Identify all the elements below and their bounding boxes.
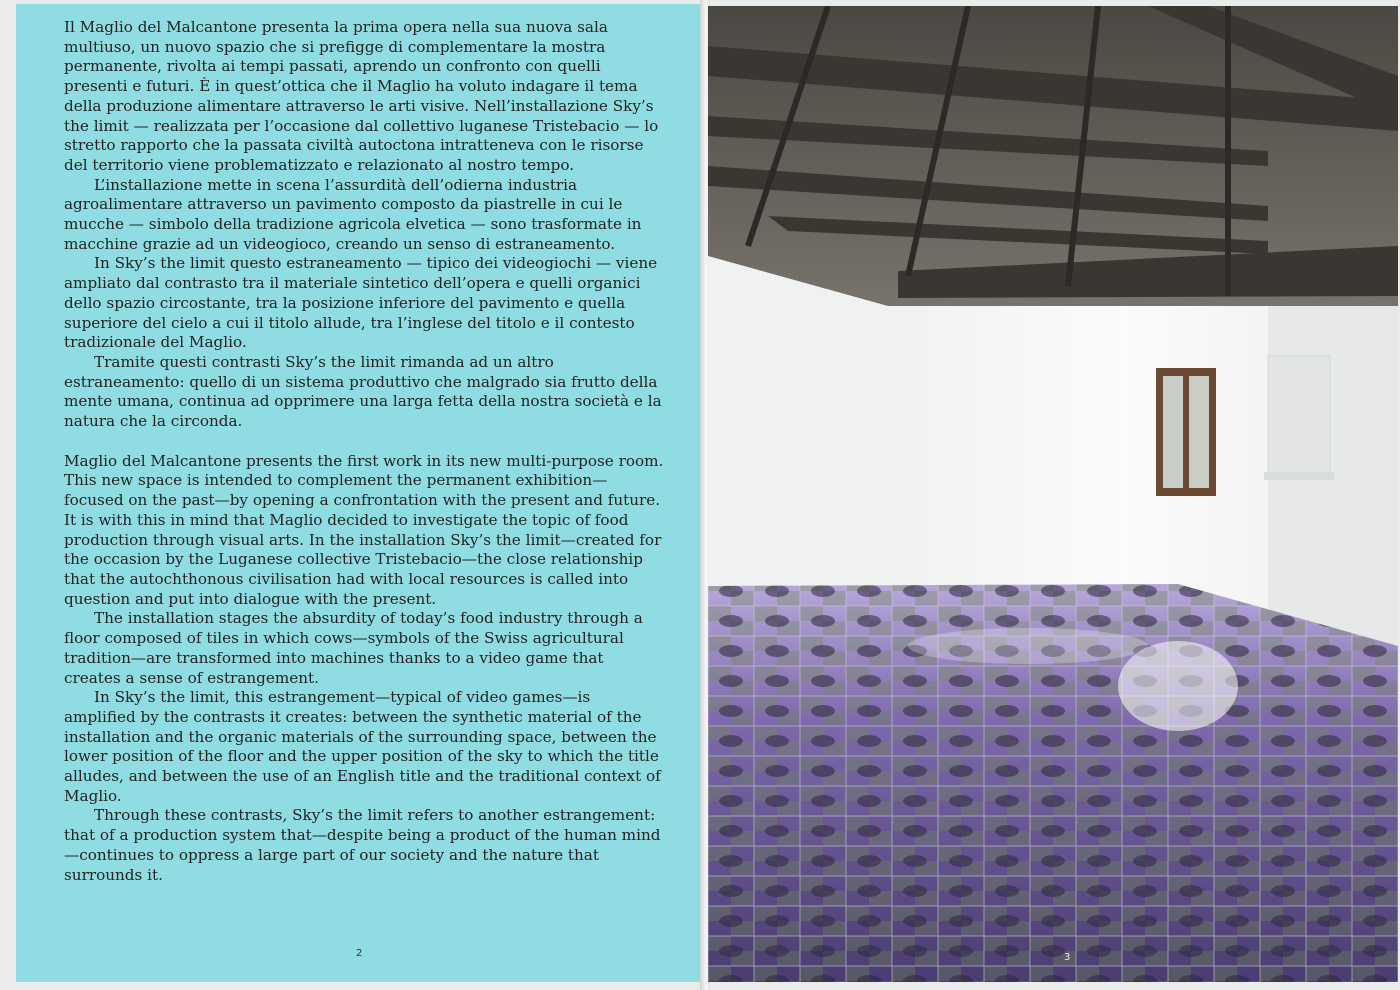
paragraph-it-1: Il Maglio del Malcantone presenta la prima opera nella sua nuova sala multiuso, un nuovo spazio che si prefigge di complementare la mostra permanente, rivolta ai tempi passati, aprendo un confronto con quelli presenti e futuri. È in quest’ottica che il Maglio ha voluto indagare il tema della produzione alimentare attraverso le arti visive. Nell’installazione Sky’s the limit — realizzata per l’occasione dal collettivo luganese Tristebacio — lo stretto rapporto che la passata civiltà autoctona intratteneva con le risorse del territorio viene problematizzato e relazionato al nostro tempo. <box>64 18 659 174</box>
page-number-right: 3 <box>1064 952 1071 963</box>
paragraph-en-1: Maglio del Malcantone presents the first work in its new multi-purpose room. This new space is intended to complement the permanent exhibition—focused on the past—by opening a confrontation with the present and future. It is with this in mind that Maglio decided to investigate the topic of food production through visual arts. In the installation Sky’s the limit—created for the occasion by the Luganese collective Tristebacio—the close relationship that the autochthonous civilisation had with local resources is called into question and put into dialogue with the present. <box>64 451 664 608</box>
paragraph-en-2: The installation stages the absurdity of today’s food industry through a floor composed of tiles in which cows—symbols of the Swiss agricultural tradition—are transformed into machines thanks to a video game that creates a sense of estrangement. <box>64 609 643 687</box>
paragraph-it-2: L’installazione mette in scena l’assurdità dell’odierna industria agroalimentare attraverso un pavimento composto da piastrelle in cui le mucche — simbolo della tradizione agricola elvetica — sono trasformate in macchine grazie ad un videogioco, creando un senso di estraneamento. <box>64 175 642 253</box>
right-page-photo <box>708 6 1398 982</box>
installation-photo <box>708 6 1398 982</box>
paragraph-en-4: Through these contrasts, Sky’s the limit refers to another estrangement: that of a production system that—despite being a product of the human mind—continues to oppress a large part of our society and the nature that surrounds it. <box>64 806 661 884</box>
left-page <box>16 4 702 982</box>
body-text <box>64 18 664 885</box>
paragraph-it-3: In Sky’s the limit questo estraneamento — tipico dei videogiochi — viene ampliato dal contrasto tra il materiale sintetico dell’opera e quelli organici dello spazio circostante, tra la posizione inferiore del pavimento e quella superiore del cielo a cui il titolo allude, tra l’inglese del titolo e il contesto tradizionale del Maglio. <box>64 254 658 352</box>
page-number-left: 2 <box>356 948 363 959</box>
paragraph-it-4: Tramite questi contrasti Sky’s the limit rimanda ad un altro estraneamento: quello di un sistema produttivo che malgrado sia frutto della mente umana, continua ad opprimere una larga fetta della nostra società e la natura che la circonda. <box>64 352 662 431</box>
paragraph-en-3: In Sky’s the limit, this estrangement—typical of video games—is amplified by the contrasts it creates: between the synthetic material of the installation and the organic materials of the surrounding space, between the lower position of the floor and the upper position of the sky to which the title alludes, and between the use of an English title and the traditional context of Maglio. <box>64 688 661 805</box>
